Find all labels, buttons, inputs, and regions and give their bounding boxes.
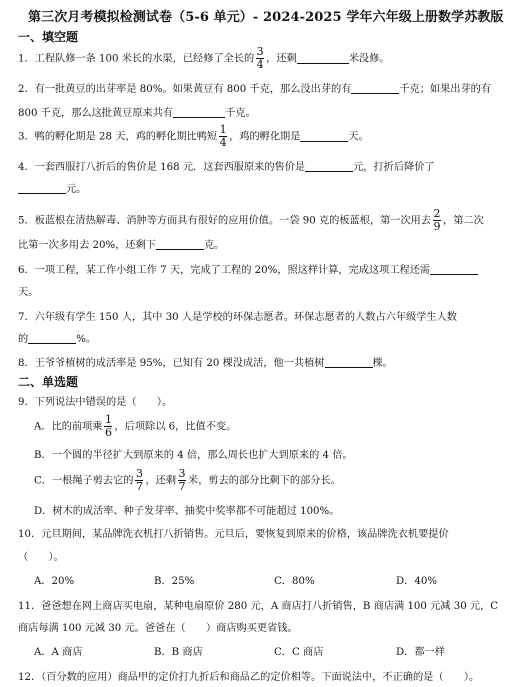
question-2-line-1 xyxy=(18,80,491,95)
q1-text-c: 米没修。 xyxy=(348,53,390,65)
q9c-text-b: ，还剩 xyxy=(145,475,177,487)
q8-text-a: 8．王爷爷植树的成活率是 95%，已知有 20 棵没成活，他一共植树 xyxy=(18,358,325,369)
q9c-num-2: 3 xyxy=(178,467,186,480)
question-4-line-1 xyxy=(18,158,435,173)
q9a-num: 1 xyxy=(104,413,112,426)
question-10-stem: 10．元旦期间，某品牌洗衣机打八折销售。元旦后，要恢复到原来的价格，该品牌洗衣机要提价 xyxy=(18,529,449,540)
q3-blank[interactable] xyxy=(300,130,348,142)
q6-text-a: 6．一项工程，某工作小组工作 7 天，完成了工程的 20%，照这样计算，完成这项工程还需 xyxy=(18,265,431,276)
q1-fraction xyxy=(256,46,264,71)
q10-option-c[interactable]: C．80% xyxy=(274,576,315,587)
q2-blank-2[interactable] xyxy=(173,106,225,118)
q7-blank[interactable] xyxy=(28,332,76,344)
q3-text-c: 天。 xyxy=(348,131,369,143)
q3-num: 1 xyxy=(219,123,227,136)
q5-num: 2 xyxy=(433,207,441,220)
q11-option-d[interactable]: D．都一样 xyxy=(396,647,445,658)
q9c-fraction-2 xyxy=(178,468,186,493)
q9-option-b[interactable]: B．一个圆的半径扩大到原来的 4 倍，那么周长也扩大到原来的 4 倍。 xyxy=(34,450,353,461)
q8-text-b: 棵。 xyxy=(372,358,393,369)
question-1 xyxy=(18,46,389,71)
q9a-den: 6 xyxy=(104,426,112,439)
question-9-stem: 9．下列说法中错误的是（ ）。 xyxy=(18,397,173,408)
question-2-line-2 xyxy=(18,104,256,119)
q5-den: 9 xyxy=(433,220,441,233)
q1-text-a: 1．工程队修一条 100 米长的水渠，已经修了全长的 xyxy=(18,53,255,65)
q9a-text-a: A．比的前项乘 xyxy=(34,421,103,433)
question-7-line-1 xyxy=(18,308,457,323)
question-4-line-2 xyxy=(18,180,86,195)
q10-option-a[interactable]: A．20% xyxy=(34,576,75,587)
q9c-text-a: C．一根绳子剪去它的 xyxy=(34,475,134,487)
question-7-line-2 xyxy=(18,330,96,345)
q4-text-a: 4．一套西服打八折后的售价是 168 元．这套西服原来的售价是 xyxy=(18,162,306,173)
q9-option-a[interactable] xyxy=(34,414,236,439)
q2-blank-1[interactable] xyxy=(351,82,399,94)
q5-fraction xyxy=(433,208,441,233)
page-title: 第三次月考模拟检测试卷（5-6 单元）- 2024-2025 学年六年级上册数学苏教版 xyxy=(28,10,504,25)
q4-text-b: 元，打折后降价了 xyxy=(353,162,435,173)
q3-den: 4 xyxy=(219,136,227,149)
question-6-line-2 xyxy=(18,283,38,298)
q3-fraction xyxy=(219,124,227,149)
q1-blank[interactable] xyxy=(297,52,349,64)
q7-text-a: 7．六年级有学生 150 人，其中 30 人是学校的环保志愿者。环保志愿者的人数占六年级学生人数 xyxy=(18,312,457,323)
q9c-text-c: 米，剪去的部分比剩下的部分长。 xyxy=(188,475,341,487)
q9a-text-b: ，后项除以 6，比值不变。 xyxy=(114,421,237,433)
q2-text-c: 800 千克，那么这批黄豆原来共有 xyxy=(18,108,174,119)
question-11-line-1: 11．爸爸想在网上商店买电扇，某种电扇原价 280 元，A 商店打八折销售，B 商店满 100 元减 30 元，C xyxy=(18,601,499,612)
question-8 xyxy=(18,354,393,369)
q4-text-c: 元。 xyxy=(66,184,87,195)
q5-text-a: 5．板蓝根在清热解毒、消肿等方面具有很好的应用价值。一袋 90 克的板蓝根，第一次用去 xyxy=(18,215,432,227)
q2-text-a: 2．有一批黄豆的出芽率是 80%。如果黄豆有 800 千克，那么没出芽的有 xyxy=(18,84,352,95)
q5-blank[interactable] xyxy=(156,238,204,250)
question-5-line-2 xyxy=(18,236,224,251)
q7-text-c: %。 xyxy=(76,334,97,345)
q9a-fraction xyxy=(104,414,112,439)
q11-option-c[interactable]: C．C 商店 xyxy=(274,647,324,658)
q10-option-b[interactable]: B．25% xyxy=(154,576,195,587)
q2-text-d: 千克。 xyxy=(225,108,256,119)
question-5-line-1 xyxy=(18,208,484,233)
question-3 xyxy=(18,124,369,149)
question-6-line-1 xyxy=(18,261,478,276)
q1-num: 3 xyxy=(256,45,264,58)
section-fill-title: 一、填空题 xyxy=(18,30,79,44)
q5-text-c: 比第一次多用去 20%，还剩下 xyxy=(18,240,156,251)
q4-blank-2[interactable] xyxy=(18,182,66,194)
q3-text-a: 3．鸭的孵化期是 28 天，鸡的孵化期比鸭短 xyxy=(18,131,218,143)
q9-option-d[interactable]: D．树木的成活率、种子发芽率、抽奖中奖率都不可能超过 100%。 xyxy=(34,506,340,517)
q3-text-b: ，鸡的孵化期是 xyxy=(229,131,301,143)
q1-den: 4 xyxy=(256,58,264,71)
q9c-fraction-1 xyxy=(135,468,143,493)
q4-blank-1[interactable] xyxy=(305,160,353,172)
section-single-title: 二、单选题 xyxy=(18,375,79,389)
q10-option-d[interactable]: D．40% xyxy=(396,576,437,587)
question-11-line-2: 商店每满 100 元减 30 元。爸爸在（ ）商店购买更省钱。 xyxy=(18,623,298,634)
question-10-stem-2: （ ）。 xyxy=(18,552,64,563)
q11-option-b[interactable]: B．B 商店 xyxy=(154,647,203,658)
q6-text-b: 天。 xyxy=(18,287,39,298)
q5-text-b: ，第二次 xyxy=(443,215,484,227)
q9c-den-1: 7 xyxy=(135,480,143,493)
q5-text-d: 克。 xyxy=(203,240,225,251)
q6-blank[interactable] xyxy=(430,263,478,275)
q11-option-a[interactable]: A．A 商店 xyxy=(34,647,83,658)
q9-option-c[interactable] xyxy=(34,468,341,493)
q2-text-b: 千克；如果出芽的有 xyxy=(399,84,492,95)
q9c-num-1: 3 xyxy=(135,467,143,480)
q8-blank[interactable] xyxy=(325,356,373,368)
q9c-den-2: 7 xyxy=(178,480,186,493)
q1-text-b: ，还剩 xyxy=(266,53,297,65)
question-12-line-1: 12．（百分数的应用）商品甲的定价打九折后和商品乙的定价相等。下面说法中，不正确的是（ ）。 xyxy=(18,672,480,683)
q7-text-b: 的 xyxy=(18,334,29,345)
